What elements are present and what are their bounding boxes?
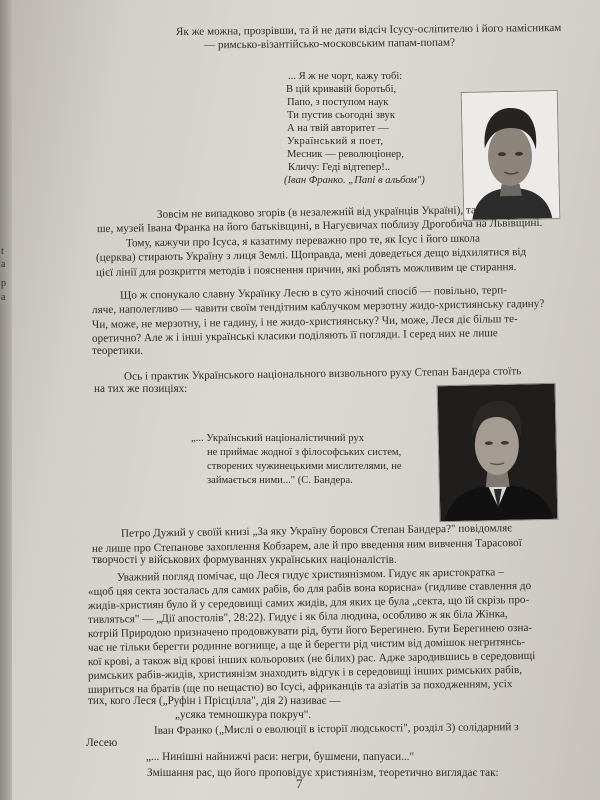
- text-line: ше, музей Івана Франка на його батьківщині, в Нагуєвичах поблизу Дрогобича на Львівщині.: [96, 216, 543, 236]
- text-line: творчості у військових формуваннях українських націоналістів.: [92, 554, 397, 566]
- text-line: Змішання рас, що його проповідує християнізм, теоретично виглядає так:: [147, 767, 499, 779]
- text-line: теоретики.: [92, 345, 144, 357]
- text-line: тивляться" — „Дії апостолів", 28:22). Гидує і як біла людина, особливо ж як біла Жінка,: [87, 608, 508, 626]
- text-line: на тих же позиціях:: [94, 383, 188, 395]
- text-line: Іван Франко („Мислі о еволюції в історії людськості", розділ 3) солідарний з: [153, 721, 519, 737]
- quote-line: не приймає жодної з філософських систем,: [207, 447, 402, 458]
- text-line: Уважний погляд помічає, що Леся гидує християнізмом. Гидує як аристократка –: [116, 566, 504, 584]
- text-line: „усяка темношкура покруч".: [175, 709, 312, 721]
- text-line: оретично? Але ж і інші українські класики поділяють її погляди. І серед них не лише: [91, 327, 498, 345]
- text-line: тих, кого Леся („Руфін і Прісцілла", дія 2) називає —: [88, 695, 341, 707]
- text-line: ляче, наполегливо — чавити своїм тендітним каблучком мерзотну жидо-християнську гадину?: [91, 297, 545, 317]
- text-line: не лише про Степанове захоплення Кобзарем, але й про введення ним вивчення Тарасової: [91, 536, 522, 556]
- margin-mark: t: [1, 246, 4, 257]
- adjacent-page-edge: [0, 0, 12, 800]
- poem-attribution: (Іван Франко. „Папі в альбом"): [284, 175, 425, 186]
- text-line: „... Нинішні найнижчі раси: негри, бушмени, папуаси...": [146, 751, 415, 763]
- text-line: жидів-християн було й у середовищі самих жидів, для яких це була „секта, що їй скрізь про-: [87, 593, 530, 613]
- text-line: кої крові, а також від крові інших кольорових (не білих) рас. Адже зародившись в середовищі: [87, 649, 536, 669]
- poem-line: ... Я ж не чорт, кажу тобі:: [288, 71, 403, 82]
- poem-line: Кличу: Геді відтепер!..: [288, 162, 391, 173]
- text-line: Ось і практик Українського національного визвольного руху Степан Бандера стоїть: [123, 365, 522, 383]
- text-line: цієї лінії для розкриття методів і пояснення причин, які роблять можливим це стирання.: [95, 261, 517, 279]
- poem-line: Український я поет,: [287, 136, 384, 147]
- text-line: — римсько-візантійсько-московським папам-попам?: [203, 36, 456, 52]
- margin-mark: a: [1, 259, 6, 270]
- poem-line: А на твій авторитет —: [287, 123, 389, 134]
- text-line: (церква) стирають Україну з лиця Землі. Щоправда, мені доведеться дещо відхилятися від: [95, 245, 527, 265]
- text-line: римських рабів-жидів, християнізм знаходить відгук і в середовищі інших римських рабів,: [87, 663, 523, 683]
- quote-line: „... Український націоналістичний рух: [191, 433, 365, 444]
- text-line: Тому, кажучи про Ісуса, я казатиму переважно про те, як Ісус і його школа: [125, 232, 481, 250]
- text-line: Чи, може, не мерзотну, і не гадину, і не жидо-християнську? Чи, може, Леся діє більш те-: [91, 313, 518, 331]
- poem-line: Месник — революціонер,: [287, 149, 404, 160]
- text-line: Як же можна, прозрівши, та й не дати відсіч Ісусу-осліпителю і його намісникам: [175, 21, 562, 39]
- portrait-photo-lesya: [461, 90, 561, 221]
- poem-line: Папо, з поступом наук: [287, 97, 389, 108]
- quote-line: створених чужинецькими мислителями, не: [207, 461, 402, 472]
- text-line: «щоб цяя секта зосталась для самих рабів, бо для рабів вона корисна» (гидливе ставлення до: [87, 579, 532, 599]
- portrait-photo-bandera: [437, 383, 559, 522]
- poem-line: В цій кривавій боротьбі,: [286, 84, 397, 95]
- page-number: 7: [296, 776, 303, 791]
- margin-mark: a: [1, 292, 6, 303]
- poem-line: Ти пустив сьогодні звук: [287, 110, 395, 121]
- quote-line: займається ними..." (С. Бандера.: [207, 475, 353, 486]
- text-line: Що ж спонукало славну Українку Лесю в суто жіночий спосіб — повільно, терп-: [119, 284, 507, 302]
- text-line: Петро Дужий у своїй книзі „За яку Україну боровся Степан Бандера?" повідомляє: [120, 522, 513, 540]
- text-line: чає не тільки берегти родинне вогнище, а ще й берегти рід чистим від домішок негритянсь-: [87, 635, 526, 655]
- text-line: шириться на братів (ще по нещастю) во Ісусі, африканців та азіатів за походженням, усіх: [87, 678, 513, 696]
- margin-mark: p: [1, 278, 6, 289]
- text-line: Зовсім не випадково згорів (в незалежній від українців Україні), та й вже не впер-: [156, 203, 548, 221]
- text-line: котрій Природою призначено продовжувати рід, бути його Берегинею. Бути Берегинею озна-: [87, 621, 533, 641]
- text-line: Лесею: [86, 737, 118, 749]
